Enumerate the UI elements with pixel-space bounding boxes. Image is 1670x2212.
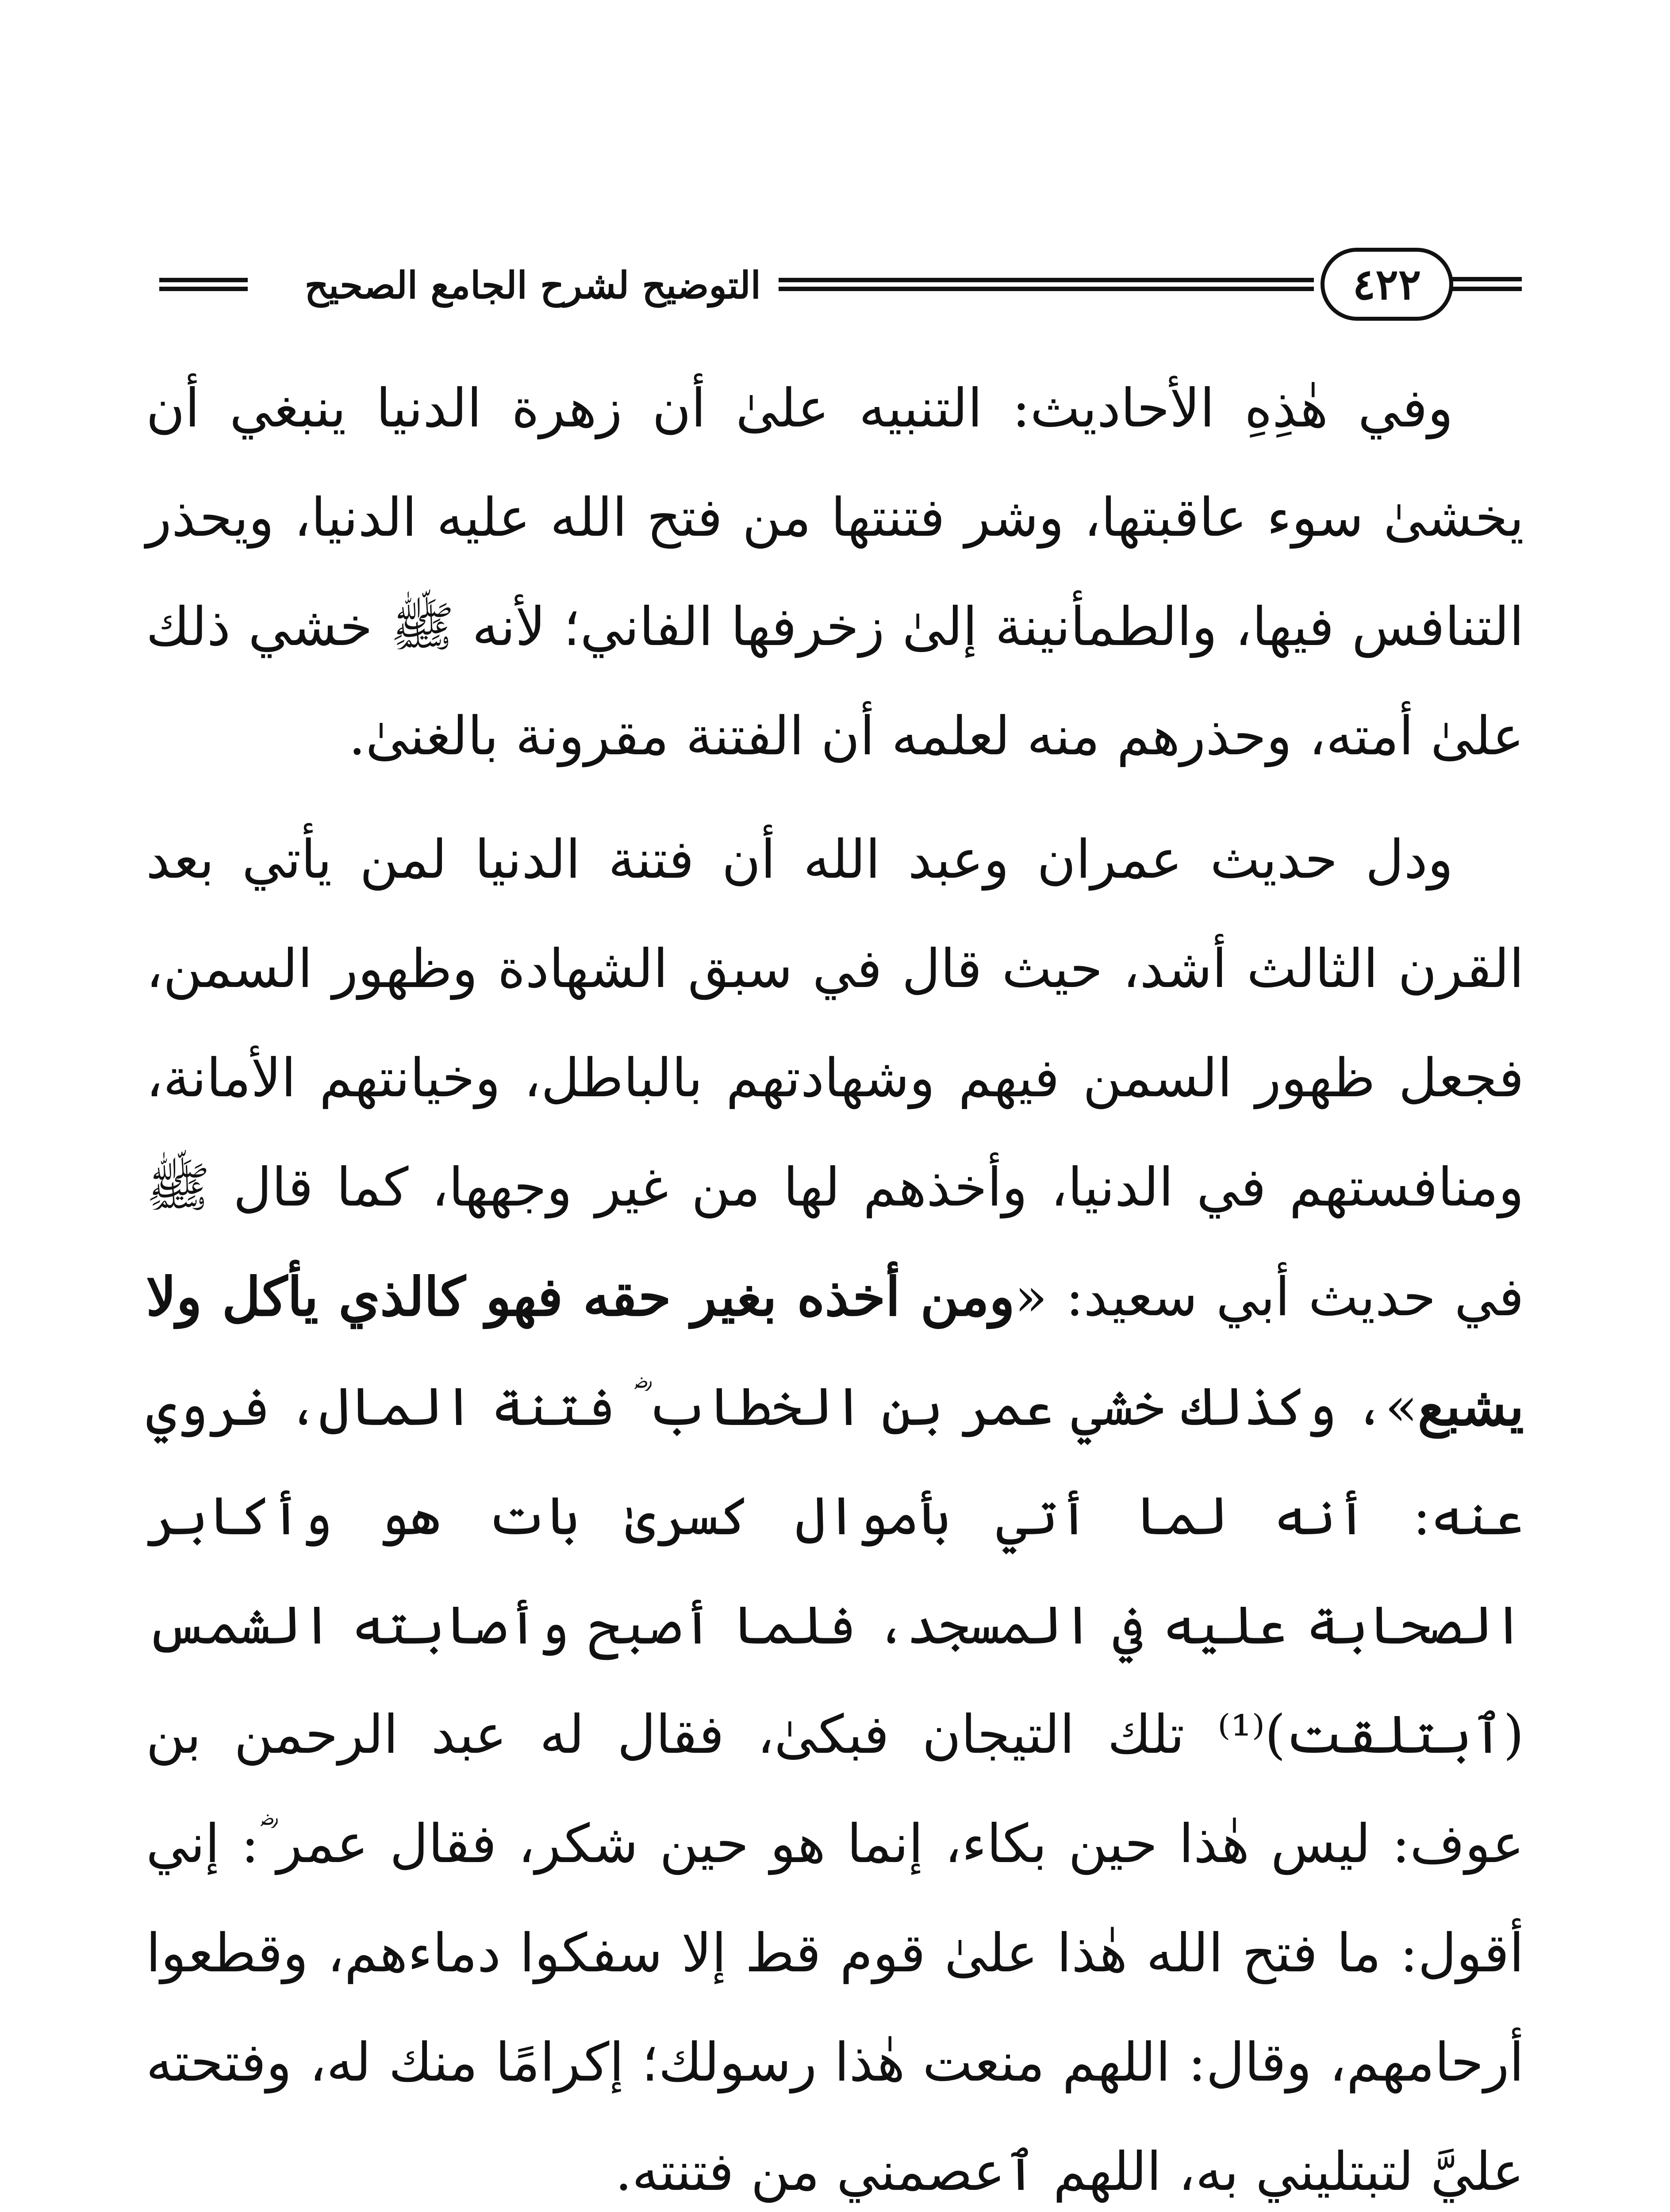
- header-rule-middle: [779, 274, 1314, 294]
- hadith-quote: ومن أخذه بغير حقه فهو كالذي يأكل ولا يشبع: [146, 1266, 1524, 1438]
- text-segment: وفي هٰذِهِ الأحاديث: التنبيه علىٰ أن زهرة الدنيا ينبغي أن يخشىٰ سوء عاقبتها، وشر فتنتها من فتح الله عليه الدنيا، ويحذر التنافس فيها، والطمأنينة إلىٰ زخرفها الفاني؛ لأنه ﷺ خشي ذلك علىٰ أمته، وحذرهم منه لعلمه أن الفتنة مقرونة بالغنىٰ.: [146, 378, 1524, 767]
- page-header: [159, 248, 1522, 323]
- header-rule-right: [1449, 273, 1522, 295]
- paragraph-2: [146, 805, 1524, 2212]
- text-segment: ودل حديث عمران وعبد الله أن فتنة الدنيا لمن يأتي بعد القرن الثالث أشد، حيث قال في سبق الشهادة وظهور السمن، فجعل ظهور السمن فيهم وشهادتهم بالباطل، وخيانتهم الأمانة، ومنافستهم في الدنيا، وأخذهم لها من غير وجهها، كما قال ﷺ في حديث أبي سعيد: «: [146, 829, 1524, 1328]
- header-rule-left: [159, 274, 248, 294]
- text-segment: تلك التيجان فبكىٰ، فقال له عبد الرحمن بن عوف: ليس هٰذا حين بكاء، إنما هو حين شكر، فقال عمر ؓ: إني أقول: ما فتح الله هٰذا علىٰ قوم قط إلا سفكوا دماءهم، وقطعوا أرحامهم، وقال: اللهم منعت هٰذا رسولك؛ إكرامًا منك له، وفتحته عليَّ لتبتليني به، اللهم ٱعصمني من فتنته.: [146, 1704, 1524, 2203]
- footnote-ref[interactable]: ⁽¹⁾: [1217, 1704, 1265, 1766]
- running-title: التوضيح لشرح الجامع الصحيح: [304, 263, 761, 307]
- page-number: ٤٢٢: [1321, 248, 1453, 321]
- text-segment: »، وكذلك خشي عمر بن الخطاب ؓ فتنة المال، فروي عنه: أنه لما أتي بأموال كسرىٰ بات هو وأكابر الصحابة عليه في المسجد، فلما أصبح وأصابته الشمس (ٱبتلقت): [146, 1376, 1524, 1766]
- body-text: [146, 354, 1524, 2212]
- paragraph-1: [146, 354, 1524, 791]
